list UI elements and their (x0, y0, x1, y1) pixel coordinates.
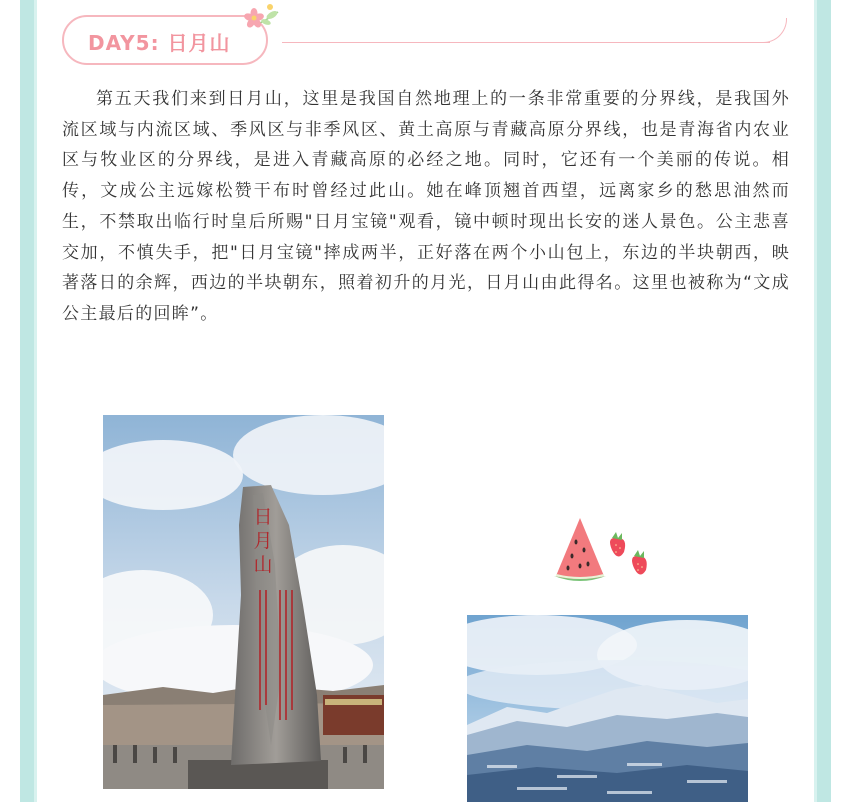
decorative-curl (762, 18, 787, 43)
article-body (62, 84, 790, 330)
left-frame-border (20, 0, 34, 802)
stone-inscription-char-2: 月 (253, 530, 273, 552)
article-paragraph: 第五天我们来到日月山，这里是我国自然地理上的一条非常重要的分界线，是我国外流区域与内流区域、季风区与非季风区、黄土高原与青藏高原分界线，也是青海省内农业区与牧业区的分界线，是进入青藏高原的必经之地。同时，它还有一个美丽的传说。相传，文成公主远嫁松赞干布时曾经过此山。她在峰顶翘首西望，远离家乡的愁思油然而生，不禁取出临行时皇后所赐"日月宝镜"观看，镜中顿时现出长安的迷人景色。公主悲喜交加，不慎失手，把"日月宝镜"摔成两半，正好落在两个小山包上，东边的半块朝西，映著落日的余辉，西边的半块朝东，照着初升的月光，日月山由此得名。这里也被称为“文成公主最后的回眸”。 (62, 89, 790, 324)
watermelon-strawberry-icon (550, 512, 650, 586)
flower-icon (238, 3, 282, 31)
snowy-mountain-photo (467, 615, 748, 802)
stone-inscription-char-1: 日 (253, 506, 273, 528)
right-frame-border (817, 0, 831, 802)
stone-inscription-char-3: 山 (253, 554, 273, 576)
section-title: DAY5: 日月山 (88, 31, 231, 55)
decorative-divider-line (282, 42, 770, 43)
stone-monument-photo (103, 415, 384, 789)
